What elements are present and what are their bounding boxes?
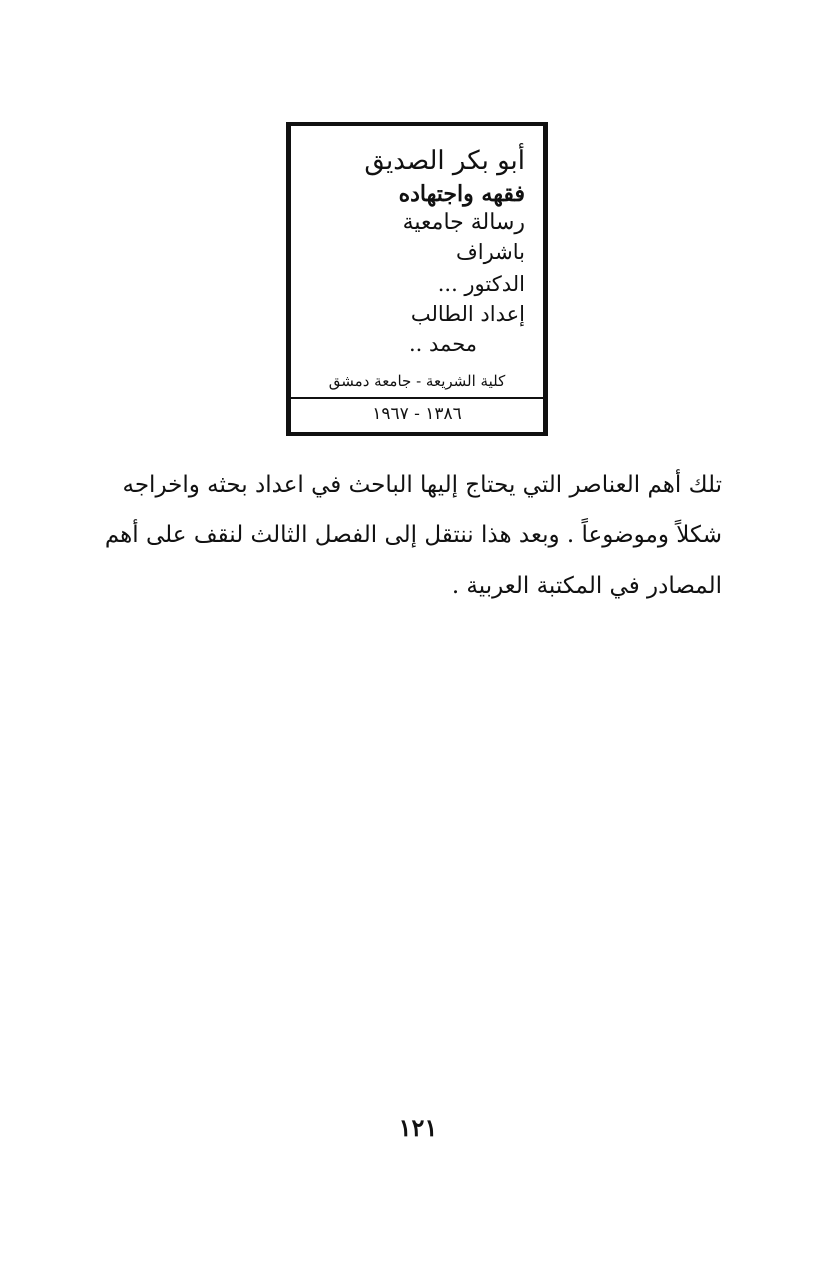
title-student: محمد ..	[409, 332, 477, 356]
title-prepared-by: إعداد الطالب	[410, 302, 525, 326]
box-divider	[291, 397, 543, 399]
sample-title-page-box	[286, 122, 548, 436]
paragraph-line-2: شكلاً وموضوعاً . وبعد هذا ننتقل إلى الفصل الثالث لنقف على أهم	[104, 522, 722, 548]
title-year: ١٣٨٦ - ١٩٦٧	[372, 404, 462, 424]
title-doctor: الدكتور ...	[437, 272, 525, 296]
paragraph-line-3: المصادر في المكتبة العربية .	[451, 573, 722, 599]
title-type: رسالة جامعية	[402, 210, 525, 235]
title-faculty: كلية الشريعة - جامعة دمشق	[328, 372, 506, 390]
paragraph-line-1: تلك أهم العناصر التي يحتاج إليها الباحث في اعداد بحثه واخراجه	[122, 472, 722, 498]
title-author: أبو بكر الصديق	[364, 146, 525, 176]
title-supervision: باشراف	[455, 240, 525, 264]
page-number: ١٢١	[398, 1113, 438, 1142]
title-subject: فقهه واجتهاده	[398, 181, 525, 207]
